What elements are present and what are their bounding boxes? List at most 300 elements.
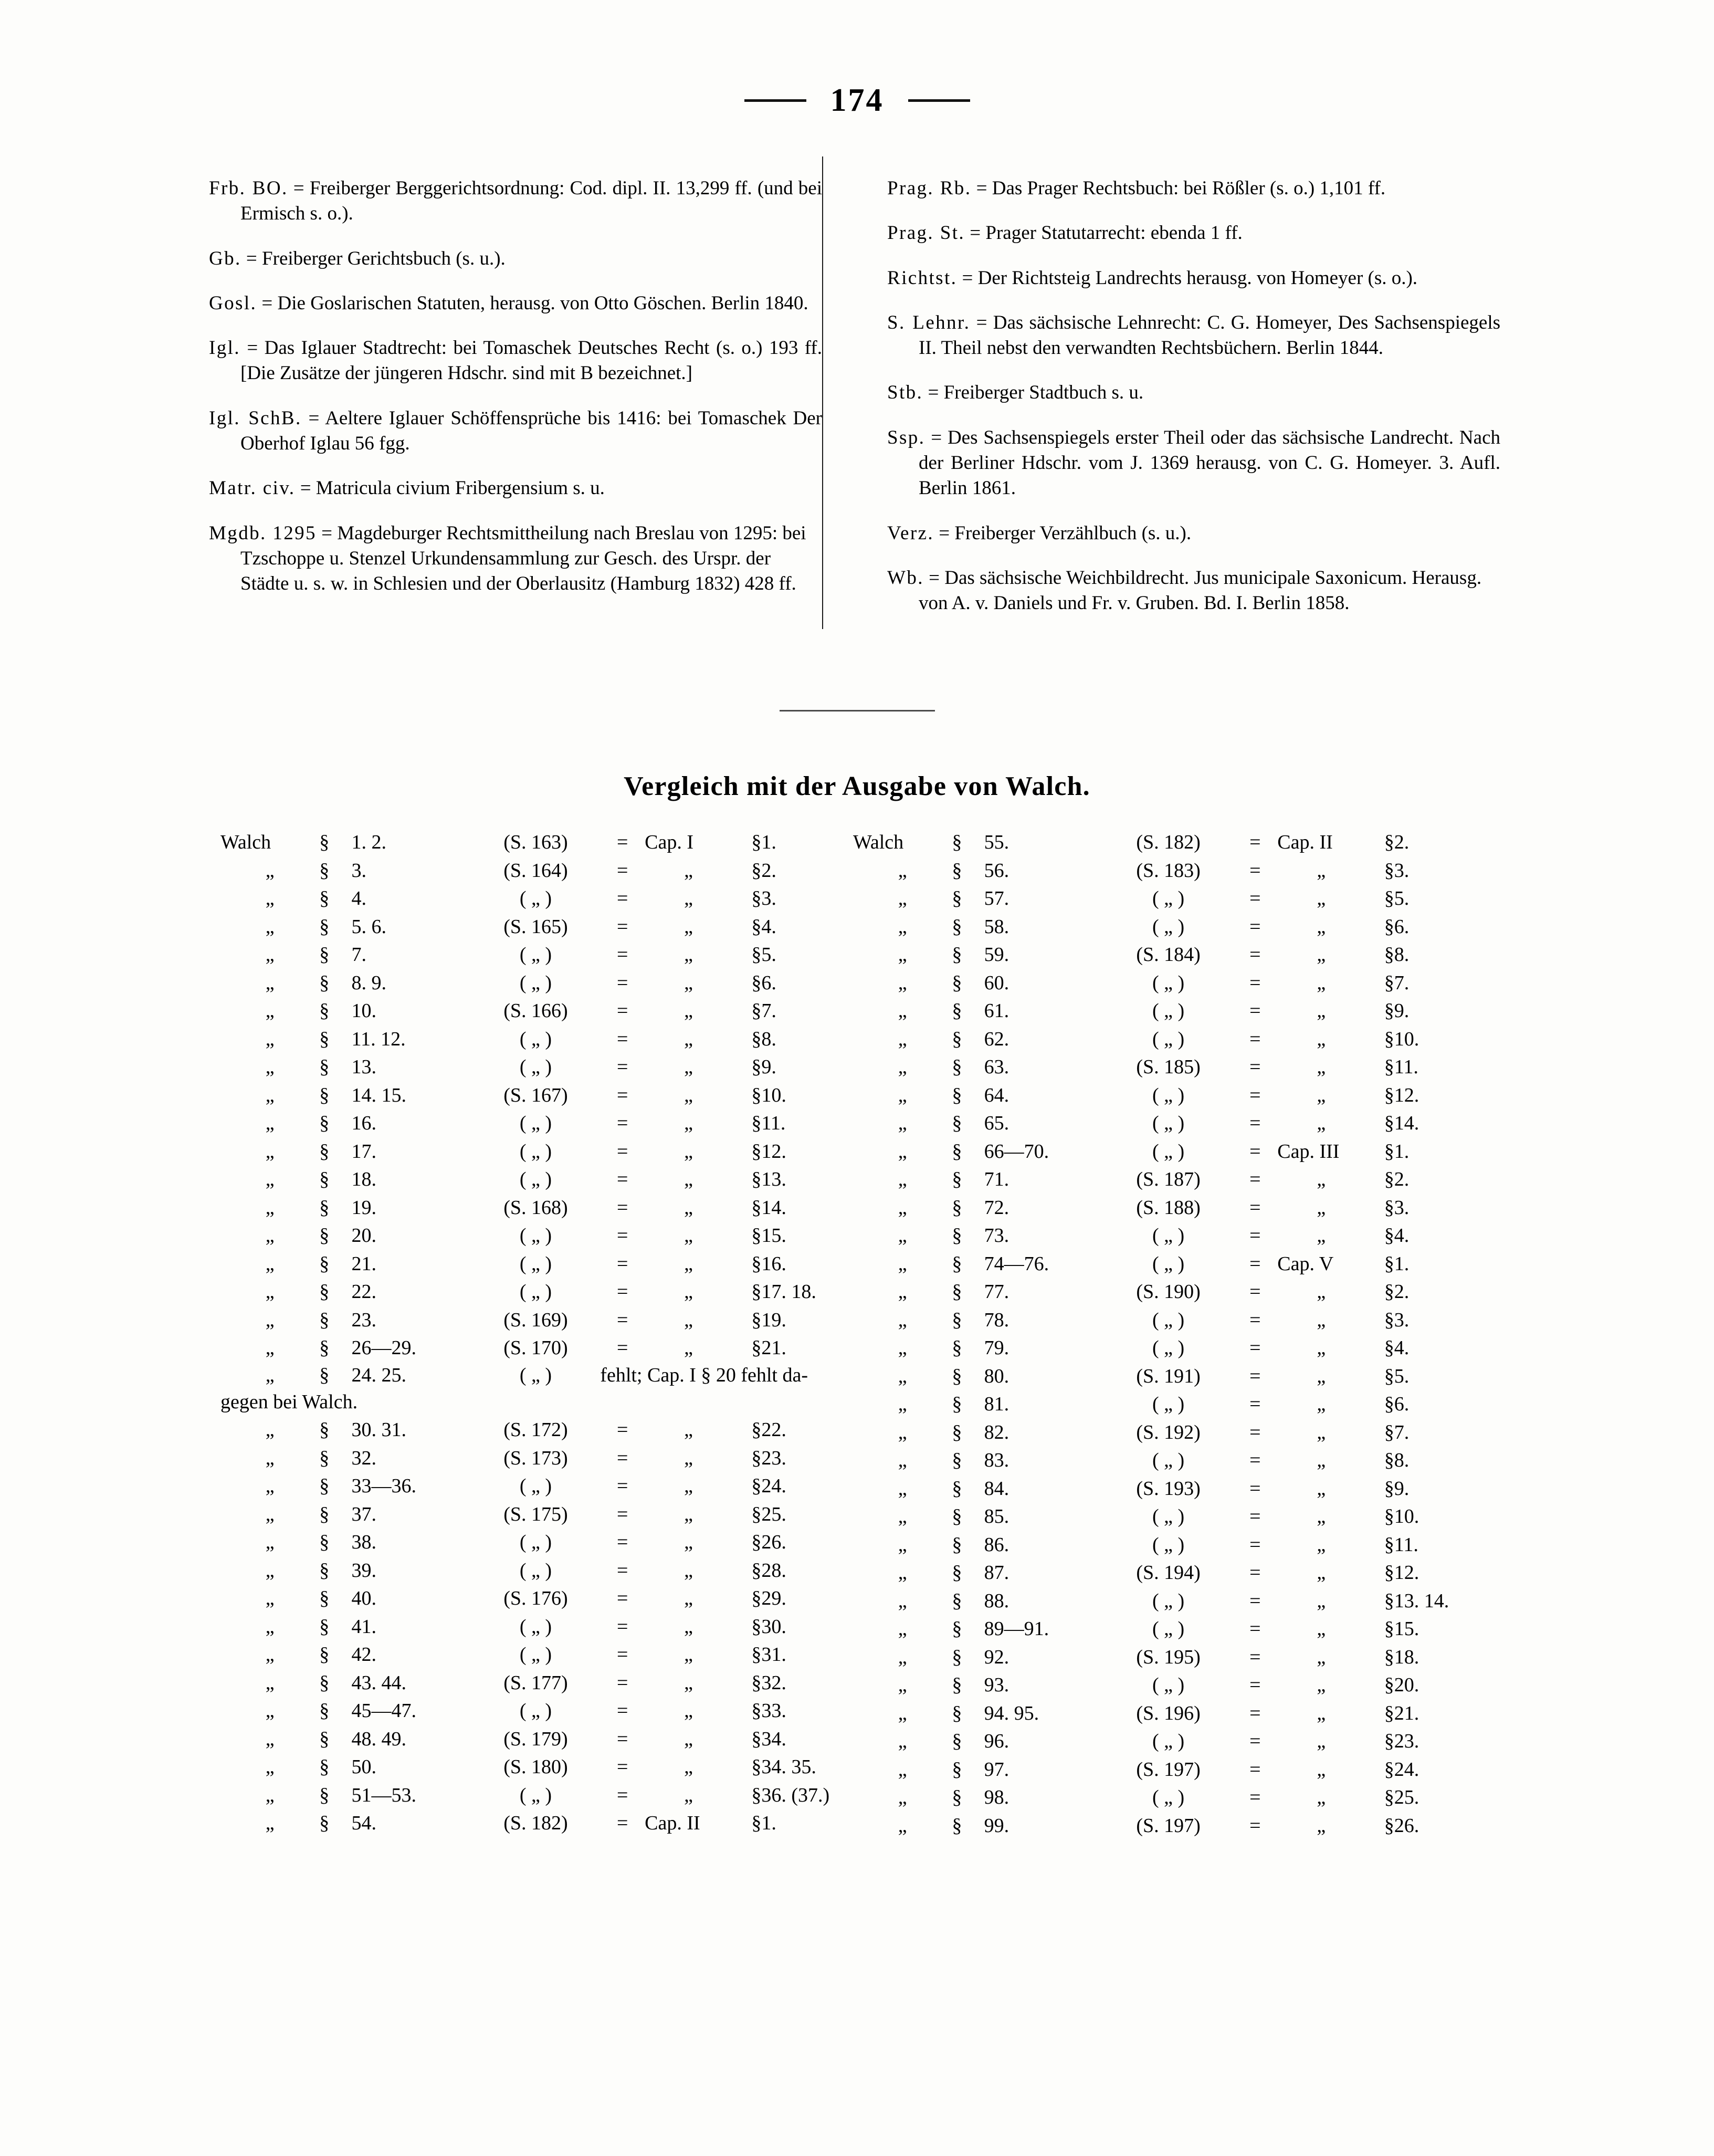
row-source-section-sign: § — [319, 1644, 330, 1666]
row-target-chapter: „ — [1317, 1168, 1326, 1190]
row-source-section-sign: § — [952, 1365, 962, 1387]
abbreviation-definition: = Das Prager Rechtsbuch: bei Rößler (s. o.) 1,101 ff. — [971, 177, 1386, 199]
row-source-section-sign: § — [952, 1393, 962, 1415]
row-target-number: 26. — [1394, 1814, 1419, 1837]
row-source-section-sign: § — [952, 1646, 962, 1668]
abbreviation-column-right — [887, 156, 1500, 629]
row-source-section-sign: § — [319, 1784, 330, 1806]
row-target-chapter: „ — [684, 1252, 693, 1275]
row-target-number: 20. — [1394, 1674, 1419, 1696]
row-source-label: „ — [898, 1168, 907, 1190]
table-row — [220, 1753, 840, 1782]
table-row — [220, 1725, 840, 1754]
row-source-number: 8. 9. — [351, 971, 387, 994]
row-source-label: „ — [265, 1056, 275, 1078]
row-page-reference: ( „ ) — [519, 971, 552, 994]
row-page-reference: ( „ ) — [1152, 915, 1185, 938]
row-source-label: „ — [265, 1587, 275, 1610]
row-target-section-sign: § — [1384, 1281, 1394, 1303]
row-source-number: 64. — [984, 1084, 1010, 1106]
row-page-reference: (S. 172) — [503, 1419, 568, 1441]
row-source-section-sign: § — [952, 1168, 962, 1190]
row-source-section-sign: § — [319, 1000, 330, 1022]
row-source-number: 72. — [984, 1196, 1010, 1219]
row-page-reference: ( „ ) — [1152, 1786, 1185, 1808]
row-page-reference: (S. 179) — [503, 1728, 568, 1750]
row-target-section-sign: § — [1384, 971, 1394, 994]
abbreviation-entry — [887, 266, 1500, 291]
row-source-label: „ — [265, 1364, 275, 1386]
row-target-number: 10. — [1394, 1028, 1419, 1050]
row-target-number: 4. — [761, 915, 776, 938]
row-source-section-sign: § — [952, 1000, 962, 1022]
row-target-number: 3. — [1394, 1196, 1410, 1219]
abbreviation-siglum: Mgdb. 1295 — [209, 522, 317, 544]
row-page-reference: ( „ ) — [519, 944, 552, 966]
row-target-chapter: „ — [684, 1084, 693, 1106]
row-source-label: „ — [898, 1646, 907, 1668]
row-source-number: 74—76. — [984, 1252, 1049, 1275]
row-source-number: 79. — [984, 1337, 1010, 1359]
row-target-chapter: „ — [1317, 1702, 1326, 1724]
row-source-label: „ — [898, 1084, 907, 1106]
row-source-label: „ — [265, 1000, 275, 1022]
row-page-reference: ( „ ) — [1152, 1084, 1185, 1106]
row-equals-sign: = — [616, 1671, 628, 1694]
row-source-number: 96. — [984, 1730, 1010, 1752]
row-equals-sign: = — [1249, 1000, 1261, 1022]
row-source-label: „ — [265, 1503, 275, 1525]
row-source-label: „ — [898, 1393, 907, 1415]
abbreviation-entry — [209, 176, 822, 227]
row-target-number: 2. — [761, 859, 776, 882]
row-source-number: 3. — [351, 859, 367, 882]
row-target-section-sign: § — [751, 1447, 762, 1469]
row-source-label: „ — [265, 1112, 275, 1134]
row-equals-sign: = — [616, 859, 628, 882]
row-page-reference: ( „ ) — [519, 1559, 552, 1582]
table-row — [853, 997, 1473, 1025]
row-page-reference: ( „ ) — [519, 1252, 552, 1275]
row-source-number: 19. — [351, 1196, 377, 1219]
row-source-label: „ — [265, 1756, 275, 1778]
row-page-reference: (S. 169) — [503, 1309, 568, 1331]
row-source-number: 54. — [351, 1812, 377, 1835]
row-target-chapter: „ — [684, 944, 693, 966]
row-source-section-sign: § — [952, 1281, 962, 1303]
table-row — [853, 1025, 1473, 1054]
row-target-chapter: „ — [684, 1224, 693, 1247]
row-target-chapter: „ — [1317, 1112, 1326, 1134]
row-equals-sign: = — [1249, 1281, 1261, 1303]
row-source-section-sign: § — [952, 915, 962, 938]
row-source-number: 94. 95. — [984, 1702, 1039, 1724]
row-equals-sign: = — [1249, 944, 1261, 966]
row-target-chapter: „ — [1317, 915, 1326, 938]
row-target-section-sign: § — [751, 1419, 762, 1441]
row-page-reference: ( „ ) — [519, 1168, 552, 1190]
row-target-chapter: „ — [1317, 1309, 1326, 1331]
row-page-reference: (S. 197) — [1136, 1814, 1201, 1837]
row-source-number: 16. — [351, 1112, 377, 1134]
row-target-chapter: „ — [1317, 1281, 1326, 1303]
row-source-number: 48. 49. — [351, 1728, 407, 1750]
table-row — [853, 1194, 1473, 1222]
row-target-section-sign: § — [1384, 1421, 1394, 1443]
table-row — [853, 1447, 1473, 1475]
row-source-label: „ — [898, 1028, 907, 1050]
row-equals-sign: = — [1249, 1224, 1261, 1247]
table-row — [220, 1082, 840, 1110]
row-source-label: „ — [265, 1084, 275, 1106]
row-source-section-sign: § — [319, 1728, 330, 1750]
row-target-section-sign: § — [751, 1196, 762, 1219]
row-source-section-sign: § — [952, 1112, 962, 1134]
row-target-chapter: „ — [684, 971, 693, 994]
row-equals-sign: = — [1249, 1421, 1261, 1443]
row-target-chapter: Cap. III — [1277, 1140, 1340, 1163]
row-target-section-sign: § — [751, 1000, 762, 1022]
row-target-chapter: „ — [684, 1671, 693, 1694]
row-source-section-sign: § — [952, 859, 962, 882]
row-page-reference: ( „ ) — [519, 1281, 552, 1303]
row-source-number: 41. — [351, 1615, 377, 1638]
row-source-label: „ — [898, 1477, 907, 1500]
row-target-chapter: „ — [684, 1419, 693, 1441]
abbreviation-siglum: Ssp. — [887, 426, 926, 448]
row-source-number: 88. — [984, 1589, 1010, 1612]
row-target-chapter: „ — [1317, 1365, 1326, 1387]
page-number: 174 — [830, 82, 884, 118]
row-source-number: 45—47. — [351, 1700, 417, 1722]
row-source-label: „ — [265, 1140, 275, 1163]
row-source-section-sign: § — [952, 1252, 962, 1275]
row-page-reference: ( „ ) — [519, 1531, 552, 1554]
abbreviation-definition: = Matricula civium Fribergensium s. u. — [295, 477, 605, 499]
row-target-chapter: „ — [1317, 1028, 1326, 1050]
row-source-label: „ — [265, 1196, 275, 1219]
row-source-section-sign: § — [952, 1589, 962, 1612]
row-source-section-sign: § — [319, 1281, 330, 1303]
row-target-section-sign: § — [751, 1112, 762, 1134]
row-equals-sign: = — [1249, 1365, 1261, 1387]
row-target-chapter: „ — [684, 1559, 693, 1582]
table-row — [220, 1697, 840, 1725]
row-source-number: 71. — [984, 1168, 1010, 1190]
row-source-section-sign: § — [319, 1140, 330, 1163]
row-page-reference: (S. 168) — [503, 1196, 568, 1219]
row-target-number: 13. — [761, 1168, 786, 1190]
row-target-section-sign: § — [751, 1503, 762, 1525]
row-equals-sign: = — [1249, 1337, 1261, 1359]
row-target-number: 3. — [1394, 859, 1410, 882]
row-target-number: 2. — [1394, 1168, 1410, 1190]
row-source-label: „ — [898, 971, 907, 994]
row-page-reference: (S. 163) — [503, 831, 568, 853]
row-target-chapter: „ — [1317, 1533, 1326, 1556]
abbreviation-siglum: Prag. Rb. — [887, 177, 972, 199]
table-row — [220, 885, 840, 913]
row-source-number: 55. — [984, 831, 1010, 853]
abbreviation-definition: = Prager Statutarrecht: ebenda 1 ff. — [965, 222, 1243, 244]
row-source-section-sign: § — [319, 859, 330, 882]
row-source-number: 84. — [984, 1477, 1010, 1500]
row-source-section-sign: § — [319, 1337, 330, 1359]
row-equals-sign: = — [616, 1559, 628, 1582]
row-source-section-sign: § — [952, 1702, 962, 1724]
row-source-section-sign: § — [952, 1477, 962, 1500]
row-source-section-sign: § — [952, 831, 962, 853]
table-row-note — [220, 1363, 840, 1388]
row-source-section-sign: § — [319, 971, 330, 994]
row-source-section-sign: § — [319, 1309, 330, 1331]
row-source-label: „ — [898, 1786, 907, 1808]
row-target-section-sign: § — [1384, 1224, 1394, 1247]
row-target-number: 36. (37.) — [761, 1784, 830, 1806]
row-page-reference: ( „ ) — [1152, 1337, 1185, 1359]
abbreviation-entry — [209, 246, 822, 271]
table-row — [853, 829, 1473, 857]
table-row — [220, 1529, 840, 1557]
row-equals-sign: = — [616, 944, 628, 966]
row-target-section-sign: § — [1384, 1393, 1394, 1415]
row-page-reference: (S. 180) — [503, 1756, 568, 1778]
row-target-section-sign: § — [751, 1812, 762, 1835]
table-row — [220, 941, 840, 969]
row-source-section-sign: § — [952, 944, 962, 966]
table-row — [220, 1278, 840, 1306]
row-equals-sign: = — [616, 1700, 628, 1722]
row-target-number: 15. — [761, 1224, 786, 1247]
row-source-label: „ — [265, 1644, 275, 1666]
row-target-number: 7. — [1394, 971, 1410, 994]
row-source-section-sign: § — [319, 1447, 330, 1469]
abbreviation-siglum: Verz. — [887, 522, 934, 544]
abbreviation-siglum: Prag. St. — [887, 222, 965, 244]
row-equals-sign: = — [1249, 1477, 1261, 1500]
row-source-number: 18. — [351, 1168, 377, 1190]
row-target-section-sign: § — [1384, 1562, 1394, 1584]
row-source-label: „ — [898, 1533, 907, 1556]
row-equals-sign: = — [616, 1615, 628, 1638]
table-row — [853, 857, 1473, 885]
table-row — [220, 1306, 840, 1335]
row-target-chapter: „ — [1317, 1196, 1326, 1219]
row-equals-sign: = — [1249, 1112, 1261, 1134]
row-page-reference: ( „ ) — [519, 1475, 552, 1498]
row-equals-sign: = — [1249, 1140, 1261, 1163]
row-equals-sign: = — [616, 1140, 628, 1163]
row-page-reference: (S. 183) — [1136, 859, 1201, 882]
row-equals-sign: = — [1249, 1168, 1261, 1190]
row-page-reference: ( „ ) — [519, 1112, 552, 1134]
abbreviation-entry — [209, 291, 822, 316]
row-source-section-sign: § — [319, 831, 330, 853]
table-row — [853, 1812, 1473, 1840]
row-equals-sign: = — [616, 1447, 628, 1469]
row-equals-sign: = — [616, 1309, 628, 1331]
row-source-label: „ — [265, 1559, 275, 1582]
row-target-section-sign: § — [751, 1728, 762, 1750]
row-source-section-sign: § — [319, 1252, 330, 1275]
row-target-section-sign: § — [751, 1531, 762, 1554]
abbreviation-definition: = Das Iglauer Stadtrecht: bei Tomaschek Deutsches Recht (s. o.) 193 ff. [Die Zusätze der jüngeren Hdschr. sind mit B bezeichnet.] — [240, 337, 822, 384]
row-target-number: 8. — [1394, 1449, 1410, 1471]
row-target-chapter: „ — [684, 1756, 693, 1778]
row-page-reference: ( „ ) — [519, 1364, 552, 1386]
row-source-section-sign: § — [952, 1505, 962, 1527]
abbreviation-definition: = Freiberger Stadtbuch s. u. — [923, 382, 1144, 404]
row-source-number: 62. — [984, 1028, 1010, 1050]
row-target-section-sign: § — [751, 831, 762, 853]
row-source-number: 23. — [351, 1309, 377, 1331]
row-target-section-sign: § — [1384, 1730, 1394, 1752]
table-row — [220, 1053, 840, 1082]
table-row — [853, 1531, 1473, 1560]
row-target-number: 14. — [761, 1196, 786, 1219]
row-target-section-sign: § — [1384, 944, 1394, 966]
row-source-label: „ — [265, 887, 275, 909]
row-target-number: 25. — [761, 1503, 786, 1525]
row-target-chapter: Cap. II — [645, 1812, 700, 1835]
row-source-label: „ — [898, 859, 907, 882]
row-target-chapter: „ — [684, 1056, 693, 1078]
ornamental-rule — [0, 710, 1714, 711]
table-row — [853, 1138, 1473, 1166]
row-target-section-sign: § — [1384, 1365, 1394, 1387]
row-source-number: 50. — [351, 1756, 377, 1778]
row-page-reference: ( „ ) — [1152, 1309, 1185, 1331]
row-source-label: „ — [898, 1674, 907, 1696]
row-source-section-sign: § — [952, 1533, 962, 1556]
row-source-section-sign: § — [319, 1615, 330, 1638]
row-source-section-sign: § — [319, 1587, 330, 1610]
row-page-reference: ( „ ) — [519, 1056, 552, 1078]
row-target-chapter: „ — [1317, 1000, 1326, 1022]
row-equals-sign: = — [1249, 1589, 1261, 1612]
row-source-number: 86. — [984, 1533, 1010, 1556]
row-target-section-sign: § — [1384, 1028, 1394, 1050]
row-source-section-sign: § — [319, 1503, 330, 1525]
row-target-section-sign: § — [751, 1168, 762, 1190]
row-source-label: „ — [898, 915, 907, 938]
row-source-number: 56. — [984, 859, 1010, 882]
row-source-label: „ — [265, 1700, 275, 1722]
row-page-reference: (S. 188) — [1136, 1196, 1201, 1219]
row-target-chapter: „ — [684, 1337, 693, 1359]
row-equals-sign: = — [616, 1503, 628, 1525]
row-target-chapter: „ — [1317, 859, 1326, 882]
row-source-label: „ — [898, 1421, 907, 1443]
row-equals-sign: = — [1249, 887, 1261, 909]
row-page-reference: ( „ ) — [519, 1140, 552, 1163]
row-source-section-sign: § — [319, 944, 330, 966]
row-page-reference: (S. 173) — [503, 1447, 568, 1469]
row-target-chapter: „ — [1317, 1814, 1326, 1837]
abbreviation-siglum: Wb. — [887, 567, 924, 589]
row-source-section-sign: § — [952, 1224, 962, 1247]
row-target-chapter: Cap. V — [1277, 1252, 1334, 1275]
row-source-label: „ — [898, 1589, 907, 1612]
abbreviation-definition: = Der Richtsteig Landrechts herausg. von Homeyer (s. o.). — [957, 267, 1418, 289]
row-target-chapter: „ — [1317, 887, 1326, 909]
row-equals-sign: = — [1249, 1730, 1261, 1752]
abbreviation-entry — [887, 380, 1500, 405]
row-equals-sign: = — [1249, 1674, 1261, 1696]
row-source-section-sign: § — [952, 1056, 962, 1078]
row-target-chapter: „ — [684, 887, 693, 909]
row-page-reference: ( „ ) — [1152, 1730, 1185, 1752]
row-page-reference: ( „ ) — [1152, 1224, 1185, 1247]
row-target-section-sign: § — [751, 1756, 762, 1778]
row-target-number: 1. — [761, 1812, 776, 1835]
row-target-chapter: „ — [1317, 1562, 1326, 1584]
row-target-number: 12. — [761, 1140, 786, 1163]
row-target-number: 12. — [1394, 1562, 1419, 1584]
row-source-label: Walch — [220, 831, 271, 853]
row-source-number: 30. 31. — [351, 1419, 407, 1441]
row-page-reference: ( „ ) — [1152, 1252, 1185, 1275]
row-equals-sign: = — [616, 1419, 628, 1441]
row-target-chapter: „ — [1317, 1646, 1326, 1668]
row-target-chapter: „ — [1317, 1393, 1326, 1415]
table-row — [853, 1559, 1473, 1587]
row-target-number: 6. — [1394, 1393, 1410, 1415]
row-target-number: 24. — [1394, 1758, 1419, 1781]
row-target-section-sign: § — [1384, 1000, 1394, 1022]
row-target-section-sign: § — [1384, 1309, 1394, 1331]
row-page-reference: ( „ ) — [1152, 1674, 1185, 1696]
column-divider-rule — [822, 156, 823, 629]
row-target-number: 10. — [761, 1084, 786, 1106]
row-target-number: 11. — [1394, 1533, 1418, 1556]
row-page-reference: (S. 187) — [1136, 1168, 1201, 1190]
head-rule-left — [744, 99, 806, 102]
abbreviation-siglum: S. Lehnr. — [887, 311, 971, 333]
row-target-chapter: „ — [684, 1309, 693, 1331]
row-source-section-sign: § — [319, 1475, 330, 1498]
table-row — [220, 969, 840, 998]
row-equals-sign: = — [616, 1337, 628, 1359]
row-source-label: „ — [265, 1337, 275, 1359]
row-source-number: 99. — [984, 1814, 1010, 1837]
table-row — [853, 1671, 1473, 1700]
row-source-section-sign: § — [319, 1812, 330, 1835]
row-target-chapter: „ — [1317, 1449, 1326, 1471]
table-row — [220, 1138, 840, 1166]
abbreviation-entry — [209, 476, 822, 501]
row-source-label: „ — [898, 1252, 907, 1275]
row-source-label: „ — [265, 1671, 275, 1694]
row-target-number: 6. — [1394, 915, 1410, 938]
ornament-bar — [780, 710, 935, 711]
row-page-reference: (S. 182) — [503, 1812, 568, 1835]
row-page-reference: ( „ ) — [1152, 971, 1185, 994]
row-source-label: „ — [898, 1505, 907, 1527]
row-source-label: „ — [898, 1618, 907, 1640]
row-page-reference: ( „ ) — [519, 1615, 552, 1638]
row-source-number: 11. 12. — [351, 1028, 406, 1050]
row-page-reference: (S. 191) — [1136, 1365, 1201, 1387]
row-source-label: „ — [898, 1337, 907, 1359]
row-target-number: 10. — [1394, 1505, 1419, 1527]
row-source-number: 5. 6. — [351, 915, 387, 938]
row-source-label: „ — [265, 1419, 275, 1441]
row-source-number: 65. — [984, 1112, 1010, 1134]
row-target-section-sign: § — [1384, 1533, 1394, 1556]
table-row — [853, 1615, 1473, 1644]
row-equals-sign: = — [1249, 1252, 1261, 1275]
